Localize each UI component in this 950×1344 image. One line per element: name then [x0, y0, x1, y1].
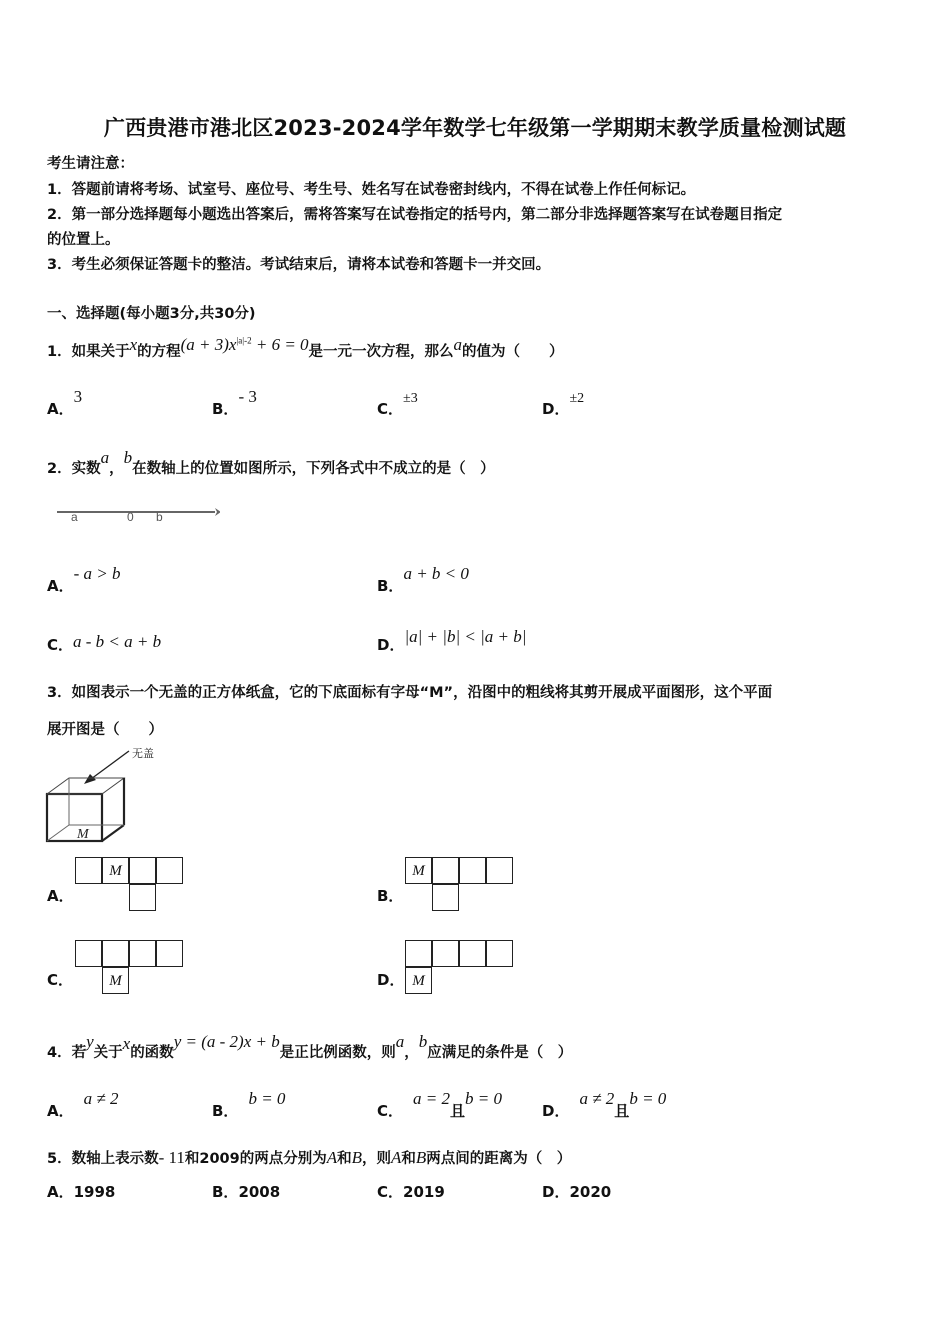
q5-option-b[interactable] [212, 1181, 280, 1202]
option-value: a + b < 0 [403, 564, 469, 583]
option-label: C． [377, 400, 404, 418]
q1-suffix: 是一元一次方程，那么 [308, 344, 454, 360]
q5-var-a: A [326, 1148, 338, 1167]
net-cell-letter: M [405, 857, 432, 884]
q1-prefix: 1．如果关于 [47, 344, 130, 360]
option-label: B． [212, 1102, 239, 1120]
net-cell-letter: M [102, 857, 129, 884]
option-value: 2008 [238, 1183, 281, 1201]
option-value: 2020 [569, 1183, 612, 1201]
q1-var-a: a [453, 335, 463, 354]
net-cell [129, 940, 156, 967]
net-cell [75, 857, 102, 884]
net-cell [129, 857, 156, 884]
q1-eq-tail: + 6 = 0 [255, 335, 309, 354]
option-label: A． [47, 1183, 74, 1201]
cube-letter: M [77, 827, 89, 842]
net-cell [75, 940, 102, 967]
q4-end: 应满足的条件是（ ） [427, 1045, 573, 1061]
q1-end: 的值为（ ） [462, 344, 564, 360]
option-conj: 且 [450, 1102, 466, 1120]
q4-comma: ， [404, 1045, 419, 1061]
net-cell [102, 940, 129, 967]
q1-mid: 的方程 [137, 344, 181, 360]
q2-text: 在数轴上的位置如图所示，下列各式中不成立的是（ ） [132, 461, 495, 477]
net-cell [432, 940, 459, 967]
q4-option-c[interactable] [377, 1089, 502, 1121]
option-value: a ≠ 2 [579, 1089, 615, 1108]
q5-and2: 和 [401, 1151, 416, 1167]
q5-option-c[interactable] [377, 1181, 445, 1202]
net-cell [405, 940, 432, 967]
q4-var-y: y [86, 1032, 94, 1051]
option-label: B． [212, 1183, 239, 1201]
cube-hidden-edge [47, 825, 69, 841]
page-title: 广西贵港市港北区2023-2024学年数学七年级第一学期期末教学质量检测试题 [103, 116, 847, 140]
option-conj: 且 [614, 1102, 630, 1120]
net-cell-letter: M [405, 967, 432, 994]
option-value: a ≠ 2 [83, 1089, 119, 1108]
q5-number: - 11 [158, 1148, 185, 1167]
notice-line-2b: 的位置上。 [47, 232, 120, 248]
option-label: A． [47, 1102, 74, 1120]
option-value: - 3 [238, 387, 257, 406]
q5-var-b: B [351, 1148, 363, 1167]
option-label: B． [377, 577, 404, 595]
q5-option-a[interactable] [47, 1181, 115, 1202]
option-label: C． [377, 1102, 404, 1120]
option-value: 1998 [73, 1183, 116, 1201]
q2-option-a[interactable] [47, 564, 121, 596]
option-value: ±2 [569, 391, 585, 406]
q1-option-c[interactable] [377, 391, 418, 419]
arrow-icon [215, 508, 220, 516]
q5-mid2: ，则 [362, 1151, 392, 1167]
q4-stem [47, 1032, 573, 1062]
axis-label-b: b [156, 510, 163, 524]
cube-front-face [47, 794, 102, 841]
option-label: A． [47, 400, 74, 418]
q4-var-a: a [395, 1032, 405, 1051]
q4-option-b[interactable] [212, 1089, 286, 1121]
q2-option-b[interactable] [377, 564, 469, 596]
pointer-line [91, 751, 129, 779]
option-label: A． [47, 577, 74, 595]
option-label: D． [542, 1183, 570, 1201]
q4-equation: y = (a - 2)x + b [173, 1032, 280, 1051]
q4-mid: 是正比例函数，则 [279, 1045, 396, 1061]
q4-prefix: 4．若 [47, 1045, 87, 1061]
section-heading: 一、选择题(每小题3分,共30分) [47, 306, 256, 322]
q1-stem [47, 335, 564, 361]
q1-eq-base: (a + 3)x [180, 335, 237, 354]
q5-and: 和 [337, 1151, 352, 1167]
net-cell [156, 857, 183, 884]
q5-var-b2: B [415, 1148, 427, 1167]
option-label: D． [377, 636, 405, 654]
axis-label-a: a [71, 510, 78, 524]
net-cell [432, 857, 459, 884]
q3-line-1: 3．如图表示一个无盖的正方体纸盒，它的下底面标有字母“M”，沿图中的粗线将其剪开展成平面图形，这个平面 [47, 685, 773, 701]
q3-line-2: 展开图是（ ） [47, 722, 163, 738]
q2-var-a: a [100, 448, 110, 467]
q5-mid: 和2009的两点分别为 [184, 1151, 327, 1167]
q3-option-d-label[interactable]: D． [377, 971, 405, 989]
option-value: a = 2 [413, 1089, 450, 1108]
cube-caption: 无盖 [132, 747, 154, 760]
q1-option-d[interactable] [542, 391, 585, 419]
cube-bottom-edge [102, 825, 124, 841]
q1-eq-exponent: |a|-2 [236, 335, 252, 346]
q5-stem [47, 1147, 571, 1168]
q3-option-b-label[interactable]: B． [377, 887, 404, 905]
option-value: a - b < a + b [73, 632, 162, 651]
q2-option-c[interactable] [47, 634, 161, 655]
q5-var-a2: A [391, 1148, 402, 1167]
q5-option-d[interactable] [542, 1181, 611, 1202]
net-cell [459, 940, 486, 967]
option-value: b = 0 [248, 1089, 286, 1108]
net-cell [486, 940, 513, 967]
q5-end: 两点间的距离为（ ） [426, 1151, 572, 1167]
option-value: 3 [73, 387, 83, 406]
notice-heading: 考生请注意： [47, 156, 134, 172]
net-cell [459, 857, 486, 884]
option-value-2: b = 0 [465, 1089, 502, 1108]
q1-equation [181, 335, 309, 354]
cube-figure [44, 744, 174, 846]
number-line-figure [55, 500, 220, 528]
q4-var-x: x [122, 1034, 131, 1053]
cube-top-edge [47, 778, 124, 794]
pointer-arrow-icon [84, 774, 96, 784]
option-value: |a| + |b| < |a + b| [404, 627, 527, 646]
option-value: ±3 [403, 391, 418, 406]
q3-option-a-label[interactable]: A． [47, 887, 74, 905]
option-label: C． [377, 1183, 404, 1201]
notice-line-2a: 2．第一部分选择题每小题选出答案后，需将答案写在试卷指定的括号内，第二部分非选择题答案写在试卷题目指定 [47, 207, 783, 223]
q1-option-b[interactable] [212, 387, 257, 419]
q4-func: 的函数 [130, 1045, 174, 1061]
net-cell [129, 884, 156, 911]
q2-var-b: b [123, 448, 133, 467]
q1-var-x: x [129, 335, 138, 354]
q4-var-b: b [418, 1032, 428, 1051]
q4-option-d[interactable] [542, 1089, 667, 1121]
q1-option-a[interactable] [47, 387, 83, 419]
notice-line-3: 3．考生必须保证答题卡的整洁。考试结束后，请将本试卷和答题卡一并交回。 [47, 257, 551, 273]
q5-prefix: 5．数轴上表示数 [47, 1151, 159, 1167]
q4-option-a[interactable] [47, 1089, 119, 1121]
notice-line-1: 1．答题前请将考场、试室号、座位号、考生号、姓名写在试卷密封线内，不得在试卷上作任何标记。 [47, 182, 696, 198]
option-value: - a > b [73, 564, 121, 583]
q4-about: 关于 [93, 1045, 123, 1061]
q2-option-d[interactable] [377, 627, 527, 655]
option-label: B． [212, 400, 239, 418]
q2-prefix: 2．实数 [47, 461, 101, 477]
q2-comma: ， [109, 461, 124, 477]
option-label: D． [542, 400, 570, 418]
net-cell-letter: M [102, 967, 129, 994]
q2-stem [47, 448, 495, 478]
q3-option-c-label[interactable]: C． [47, 971, 74, 989]
net-cell [156, 940, 183, 967]
net-cell [486, 857, 513, 884]
option-value: 2019 [403, 1183, 445, 1201]
net-cell [432, 884, 459, 911]
option-label: D． [542, 1102, 570, 1120]
axis-label-0: 0 [127, 510, 134, 524]
option-label: C． [47, 636, 74, 654]
option-value-2: b = 0 [629, 1089, 667, 1108]
